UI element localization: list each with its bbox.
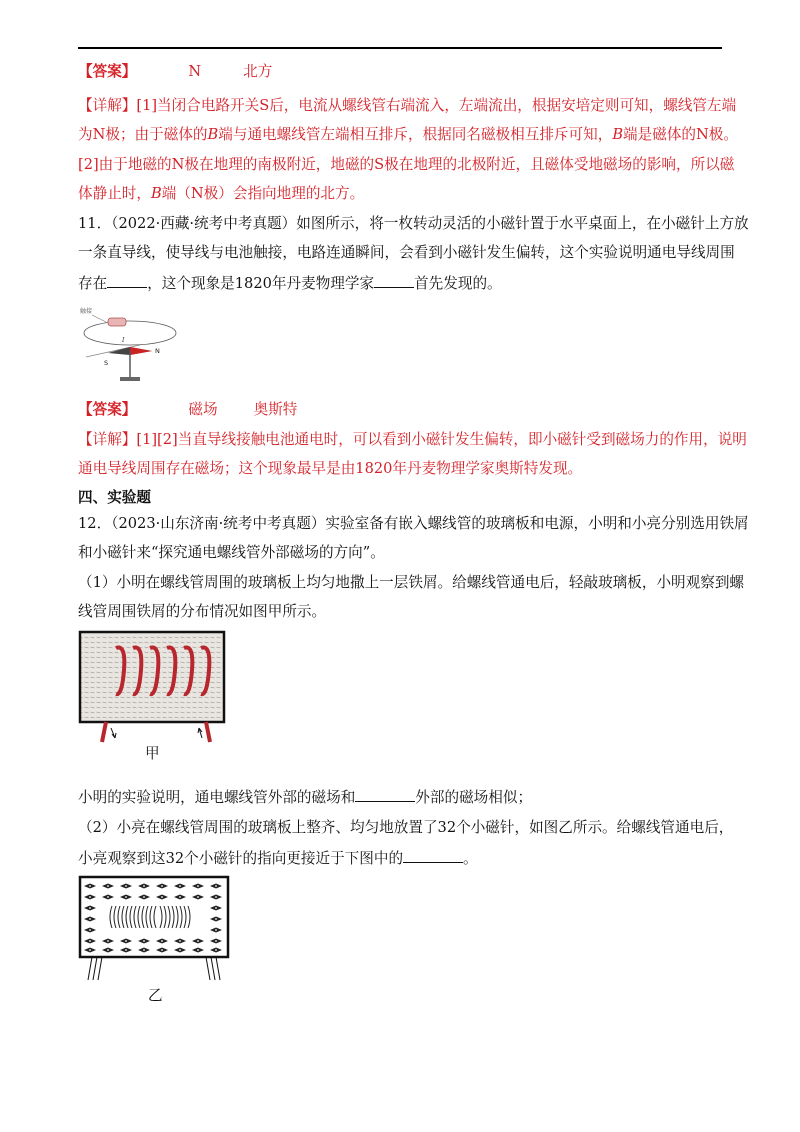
symbol-b: B	[150, 185, 162, 202]
figure-label-current: I	[122, 337, 125, 344]
needle-pivot	[161, 885, 163, 887]
answer-value-1: N	[188, 63, 202, 80]
needle-pivot	[179, 940, 181, 942]
battery-icon	[108, 318, 126, 326]
needle-pivot	[107, 949, 109, 951]
needle-pivot	[197, 885, 199, 887]
q11-detail-line-1: 【详解】[1][2]当直导线接触电池通电时，可以看到小磁针发生偏转，即小磁针受到磁场力的作用，说明	[78, 431, 747, 448]
q10-detail-line-2	[78, 125, 738, 145]
needle-pivot	[89, 907, 91, 909]
top-rule	[78, 47, 722, 49]
needle-pivot	[161, 940, 163, 942]
needle-pivot	[197, 949, 199, 951]
q12-part2-line-1: （2）小亮在螺线管周围的玻璃板上整齐、均匀地放置了32个小磁针，如图乙所示。给螺线管通电后，	[78, 819, 734, 836]
symbol-b: B	[207, 126, 219, 143]
needle-pivot	[125, 896, 127, 898]
q12-part2-line-2	[78, 848, 738, 869]
needle-pivot	[125, 885, 127, 887]
needle-pivot	[197, 896, 199, 898]
solenoid-iron-filings-figure	[78, 630, 228, 750]
blank-2[interactable]	[374, 273, 414, 288]
needle-pivot	[125, 940, 127, 942]
q11-stem-line-1: 11．（2022·西藏·统考中考真题）如图所示，将一枚转动灵活的小磁针置于水平桌面上，在小磁针上方放	[78, 215, 749, 232]
text: 小亮观察到这32个小磁针的指向更接近于下图中的	[78, 850, 404, 867]
needle-pivot	[125, 949, 127, 951]
section-heading: 四、实验题	[78, 489, 151, 506]
needle-pivot	[215, 885, 217, 887]
needle-pivot	[143, 949, 145, 951]
q11-answer-line	[78, 400, 738, 420]
needle-pivot	[215, 918, 217, 920]
text: 存在	[78, 275, 108, 292]
text: ，这个现象是1820年丹麦物理学家	[147, 275, 375, 292]
answer-tag: 【答案】	[78, 401, 137, 418]
q10-detail-line-4	[78, 184, 738, 204]
text: 体静止时，	[78, 185, 151, 202]
needle-pivot	[143, 896, 145, 898]
text: 端是磁体的N极。	[623, 126, 738, 143]
solenoid-compasses-figure	[78, 874, 238, 984]
needle-pivot	[89, 896, 91, 898]
text: 端（N极）会指向地理的北方。	[161, 185, 365, 202]
needle-pivot	[89, 885, 91, 887]
needle-pivot	[215, 896, 217, 898]
needle-pivot	[107, 896, 109, 898]
q12-stem-line-1: 12．（2023·山东济南·统考中考真题）实验室备有嵌入螺线管的玻璃板和电源，小明和小亮分别选用铁屑	[78, 515, 749, 532]
blank-4[interactable]	[403, 848, 463, 863]
text: 。	[463, 850, 478, 867]
q11-stem-line-3	[78, 273, 738, 294]
symbol-b: B	[612, 126, 624, 143]
figure-label-n: N	[155, 347, 160, 355]
q10-detail-line-1: 【详解】[1]当闭合电路开关S后，电流从螺线管右端流入，左端流出，根据安培定则可知，螺线管左端	[78, 97, 737, 114]
text: 为N极；由于磁体的	[78, 126, 208, 143]
needle-pivot	[143, 940, 145, 942]
figure-caption-yi: 乙	[148, 987, 163, 1004]
answer-value-1: 磁场	[188, 401, 218, 418]
answer-value-2: 北方	[243, 63, 273, 80]
figure-label-s: S	[104, 359, 109, 367]
needle-pivot	[89, 929, 91, 931]
needle-pivot	[179, 896, 181, 898]
needle-pivot	[161, 949, 163, 951]
needle-pivot	[215, 907, 217, 909]
needle-pivot	[197, 940, 199, 942]
needle-pivot	[107, 885, 109, 887]
q10-detail-line-3: [2]由于地磁的N极在地理的南极附近，地磁的S极在地理的北极附近，且磁体受地磁场的影响，所以磁	[78, 156, 735, 173]
text: 端与通电螺线管左端相互排斥，根据同名磁极相互排斥可知，	[218, 126, 613, 143]
needle-pivot	[215, 940, 217, 942]
blank-3[interactable]	[355, 787, 415, 802]
needle-pivot	[89, 918, 91, 920]
needle-pivot	[89, 940, 91, 942]
needle-pivot	[107, 940, 109, 942]
q12-part1-line-1: （1）小明在螺线管周围的玻璃板上均匀地撒上一层铁屑。给螺线管通电后，轻敲玻璃板，小明观察到螺	[78, 574, 745, 591]
q12-part1-question	[78, 787, 738, 808]
figure-label-contact: 触接	[80, 308, 93, 315]
q12-part1-line-2: 线管周围铁屑的分布情况如图甲所示。	[78, 603, 327, 620]
answer-value-2: 奥斯特	[253, 401, 298, 418]
text: 外部的磁场相似；	[415, 789, 533, 806]
q11-detail-line-2: 通电导线周围存在磁场；这个现象最早是由1820年丹麦物理学家奥斯特发现。	[78, 460, 583, 477]
needle-pivot	[179, 885, 181, 887]
needle-pivot	[179, 949, 181, 951]
q10-answer-line	[78, 62, 738, 82]
text: 首先发现的。	[414, 275, 502, 292]
compass-wire-figure	[78, 305, 178, 387]
needle-pivot	[215, 949, 217, 951]
q11-stem-line-2: 一条直导线，使导线与电池触接，电路连通瞬间，会看到小磁针发生偏转，这个实验说明通电导线周围	[78, 244, 735, 261]
blank-1[interactable]	[107, 273, 147, 288]
needle-pivot	[143, 885, 145, 887]
text: 小明的实验说明，通电螺线管外部的磁场和	[78, 789, 356, 806]
q12-stem-line-2: 和小磁针来“探究通电螺线管外部磁场的方向”。	[78, 544, 385, 561]
needle-pivot	[161, 896, 163, 898]
needle-pivot	[215, 929, 217, 931]
needle-pivot	[89, 949, 91, 951]
answer-tag: 【答案】	[78, 63, 137, 80]
figure-caption-jia: 甲	[145, 745, 160, 762]
